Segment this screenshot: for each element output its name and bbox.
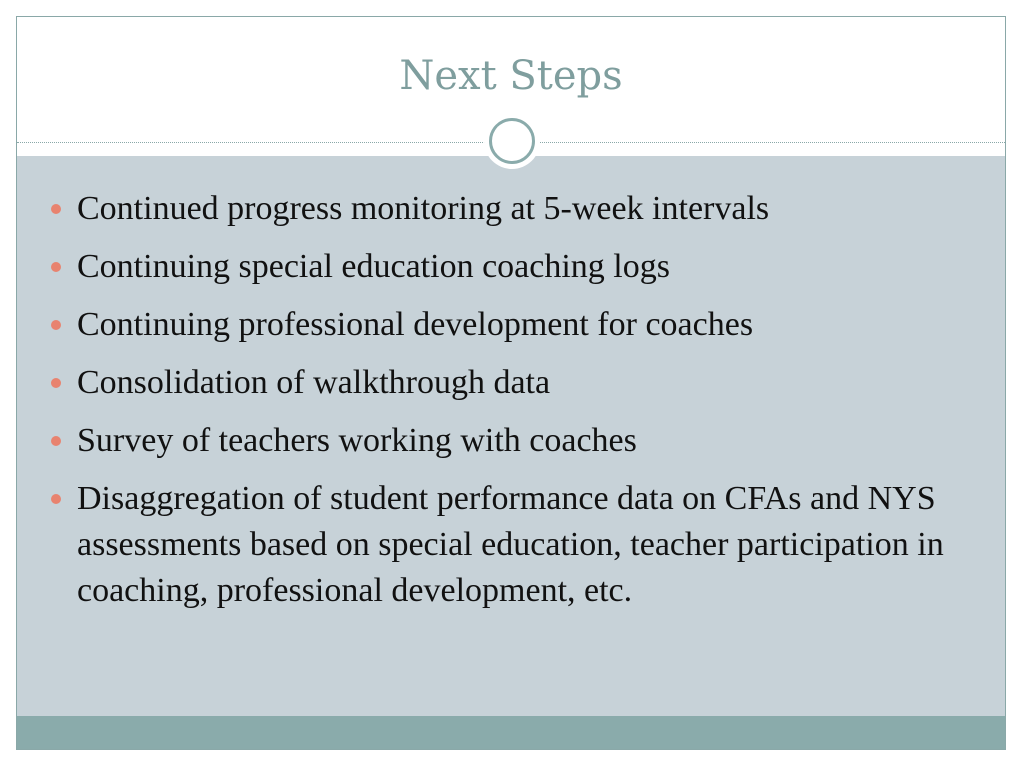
bullet-text: Continuing special education coaching logs	[77, 248, 670, 285]
bullet-dot-icon	[51, 378, 61, 388]
bullet-text: Continuing professional development for coaches	[77, 306, 754, 343]
bullet-dot-icon	[51, 494, 61, 504]
bullet-item	[45, 418, 985, 464]
bullet-text: Disaggregation of student performance data on CFAs and NYS assessments based on special education, teacher participation in coaching, professional development, etc.	[77, 480, 944, 609]
slide-frame	[16, 16, 1006, 750]
bullet-dot-icon	[51, 320, 61, 330]
footer-band	[17, 716, 1005, 750]
circle-ornament-icon	[484, 113, 540, 169]
bullet-dot-icon	[51, 262, 61, 272]
bullet-text: Consolidation of walkthrough data	[77, 364, 551, 401]
bullet-item	[45, 244, 985, 290]
bullet-item	[45, 360, 985, 406]
bullet-item	[45, 476, 985, 614]
content-area	[17, 156, 1005, 716]
slide-title: Next Steps	[399, 53, 623, 99]
ornament-inner	[494, 123, 520, 149]
bullet-text: Continued progress monitoring at 5-week intervals	[77, 190, 770, 227]
bullet-list	[45, 186, 985, 626]
bullet-item	[45, 186, 985, 232]
bullet-dot-icon	[51, 436, 61, 446]
bullet-item	[45, 302, 985, 348]
bullet-text: Survey of teachers working with coaches	[77, 422, 637, 459]
bullet-dot-icon	[51, 204, 61, 214]
